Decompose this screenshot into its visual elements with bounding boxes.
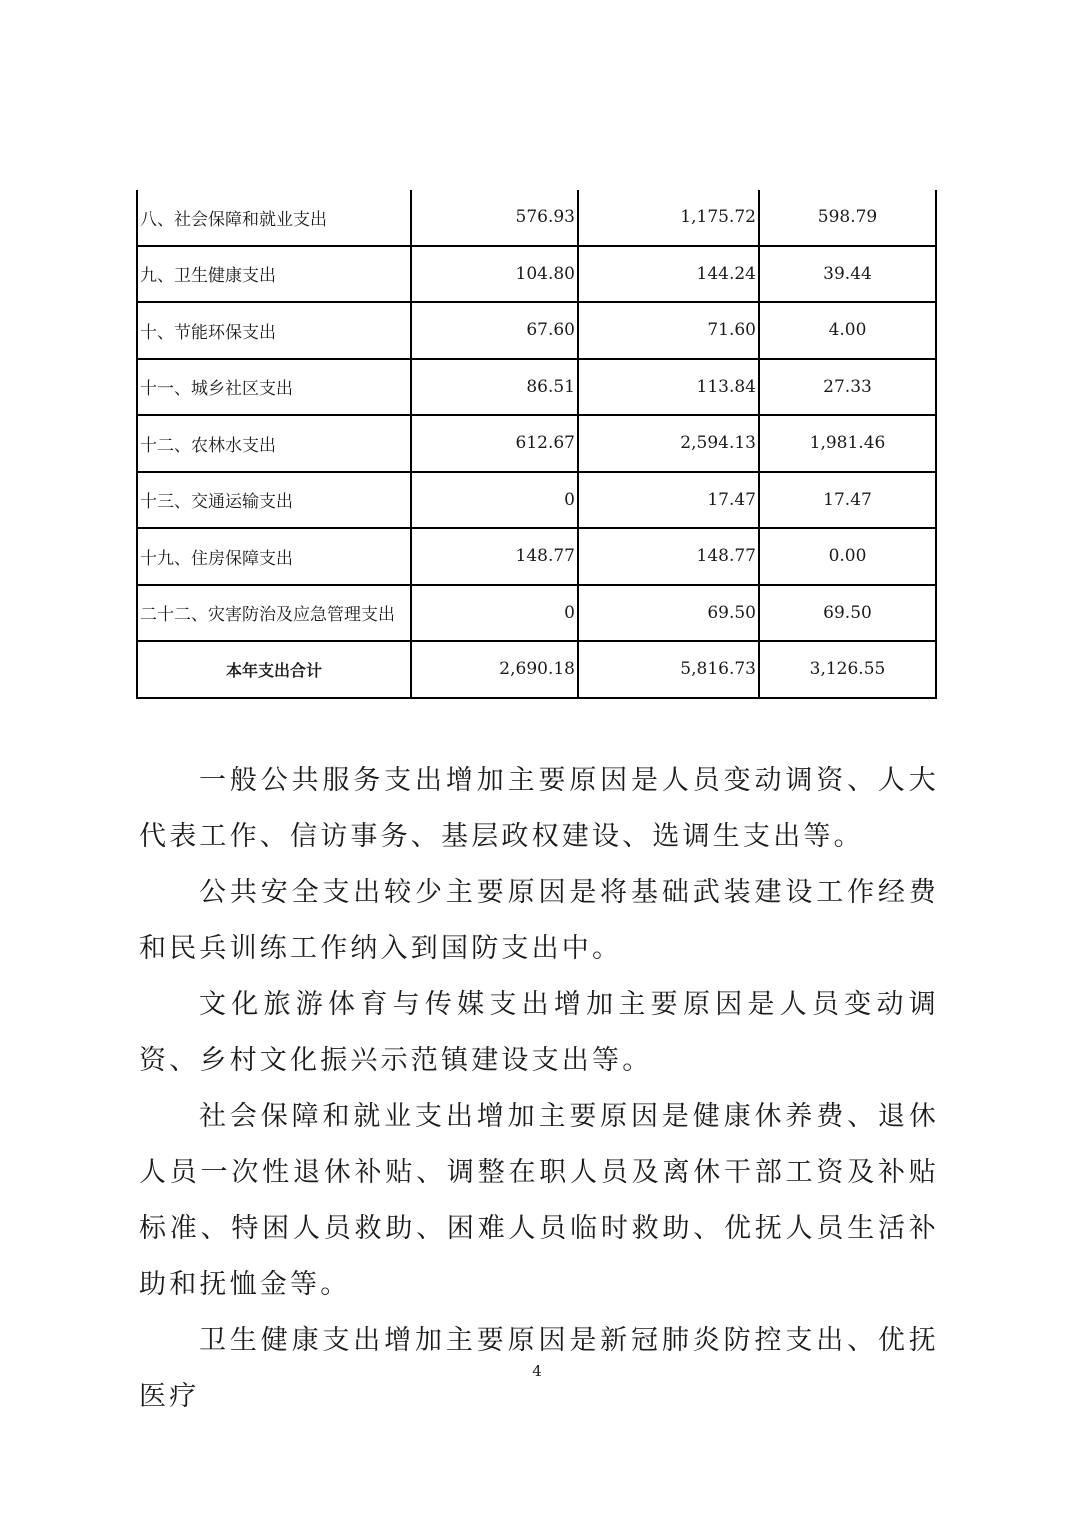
row-value-c: 69.50 [759, 585, 936, 642]
body-text [139, 753, 939, 1425]
row-value-c: 4.00 [759, 302, 936, 359]
row-value-a: 67.60 [411, 302, 578, 359]
table-row [137, 415, 936, 472]
paragraph: 文化旅游体育与传媒支出增加主要原因是人员变动调资、乡村文化振兴示范镇建设支出等。 [139, 989, 939, 1076]
total-row [137, 641, 936, 698]
row-value-c: 598.79 [759, 190, 936, 246]
row-value-a: 104.80 [411, 246, 578, 303]
row-name: 十、节能环保支出 [137, 302, 411, 359]
paragraph: 一般公共服务支出增加主要原因是人员变动调资、人大代表工作、信访事务、基层政权建设、选调生支出等。 [139, 765, 939, 852]
total-value-b: 5,816.73 [578, 641, 759, 698]
row-name: 二十二、灾害防治及应急管理支出 [137, 585, 411, 642]
row-name: 十一、城乡社区支出 [137, 359, 411, 416]
row-value-a: 86.51 [411, 359, 578, 416]
page-number: 4 [532, 1362, 542, 1380]
row-value-b: 17.47 [578, 472, 759, 529]
paragraph: 卫生健康支出增加主要原因是新冠肺炎防控支出、优抚医疗 [139, 1325, 939, 1412]
total-value-a: 2,690.18 [411, 641, 578, 698]
table-row [137, 472, 936, 529]
paragraph: 公共安全支出较少主要原因是将基础武装建设工作经费和民兵训练工作纳入到国防支出中。 [139, 877, 939, 964]
row-name: 九、卫生健康支出 [137, 246, 411, 303]
expenditure-table [136, 190, 937, 699]
row-value-c: 39.44 [759, 246, 936, 303]
row-value-c: 27.33 [759, 359, 936, 416]
row-value-b: 144.24 [578, 246, 759, 303]
row-value-a: 576.93 [411, 190, 578, 246]
row-value-a: 148.77 [411, 528, 578, 585]
table-row [137, 190, 936, 246]
row-name: 十三、交通运输支出 [137, 472, 411, 529]
row-value-c: 0.00 [759, 528, 936, 585]
row-value-c: 1,981.46 [759, 415, 936, 472]
paragraph: 社会保障和就业支出增加主要原因是健康休养费、退休人员一次性退休补贴、调整在职人员及离休干部工资及补贴标准、特困人员救助、困难人员临时救助、优抚人员生活补助和抚恤金等。 [139, 1101, 939, 1300]
row-value-b: 148.77 [578, 528, 759, 585]
row-value-a: 612.67 [411, 415, 578, 472]
row-value-b: 71.60 [578, 302, 759, 359]
row-value-b: 69.50 [578, 585, 759, 642]
total-value-c: 3,126.55 [759, 641, 936, 698]
table-row [137, 302, 936, 359]
table-row [137, 528, 936, 585]
row-value-c: 17.47 [759, 472, 936, 529]
row-name: 十二、农林水支出 [137, 415, 411, 472]
row-value-a: 0 [411, 585, 578, 642]
row-value-b: 113.84 [578, 359, 759, 416]
row-value-b: 1,175.72 [578, 190, 759, 246]
row-value-a: 0 [411, 472, 578, 529]
table-row [137, 246, 936, 303]
total-label: 本年支出合计 [137, 641, 411, 698]
table-row [137, 359, 936, 416]
row-name: 八、社会保障和就业支出 [137, 190, 411, 246]
row-name: 十九、住房保障支出 [137, 528, 411, 585]
row-value-b: 2,594.13 [578, 415, 759, 472]
table-row [137, 585, 936, 642]
